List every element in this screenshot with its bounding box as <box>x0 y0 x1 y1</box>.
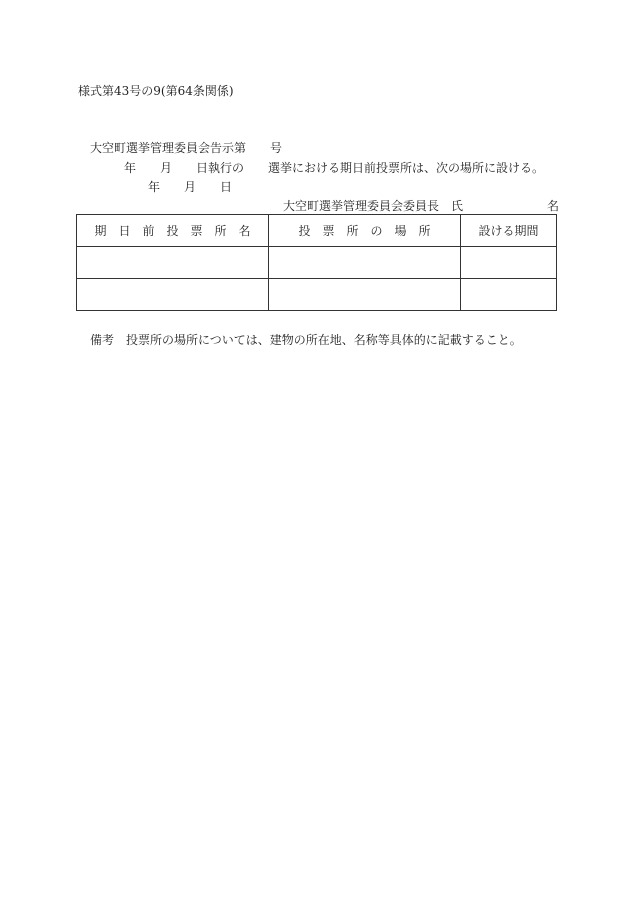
execution-statement: 年 月 日執行の 選挙における期日前投票所は、次の場所に設ける。 <box>124 161 545 175</box>
signer-line: 大空町選挙管理委員会委員長 氏 名 <box>283 199 560 213</box>
table-row <box>77 279 557 311</box>
table-header-row <box>77 215 557 247</box>
notice-number-line: 大空町選挙管理委員会告示第 号 <box>90 141 283 155</box>
early-voting-table <box>76 214 557 311</box>
table-row <box>77 247 557 279</box>
form-reference: 様式第43号の9(第64条関係) <box>78 84 234 98</box>
cell-station-location <box>269 279 461 311</box>
cell-station-name <box>77 279 269 311</box>
notice-date-line: 年 月 日 <box>148 180 233 194</box>
header-station-name: 期 日 前 投 票 所 名 <box>77 215 269 247</box>
header-period: 設ける期間 <box>461 215 557 247</box>
cell-period <box>461 247 557 279</box>
cell-station-name <box>77 247 269 279</box>
cell-station-location <box>269 247 461 279</box>
cell-period <box>461 279 557 311</box>
header-station-location: 投 票 所 の 場 所 <box>269 215 461 247</box>
remarks-note: 備考 投票所の場所については、建物の所在地、名称等具体的に記載すること。 <box>90 333 522 347</box>
